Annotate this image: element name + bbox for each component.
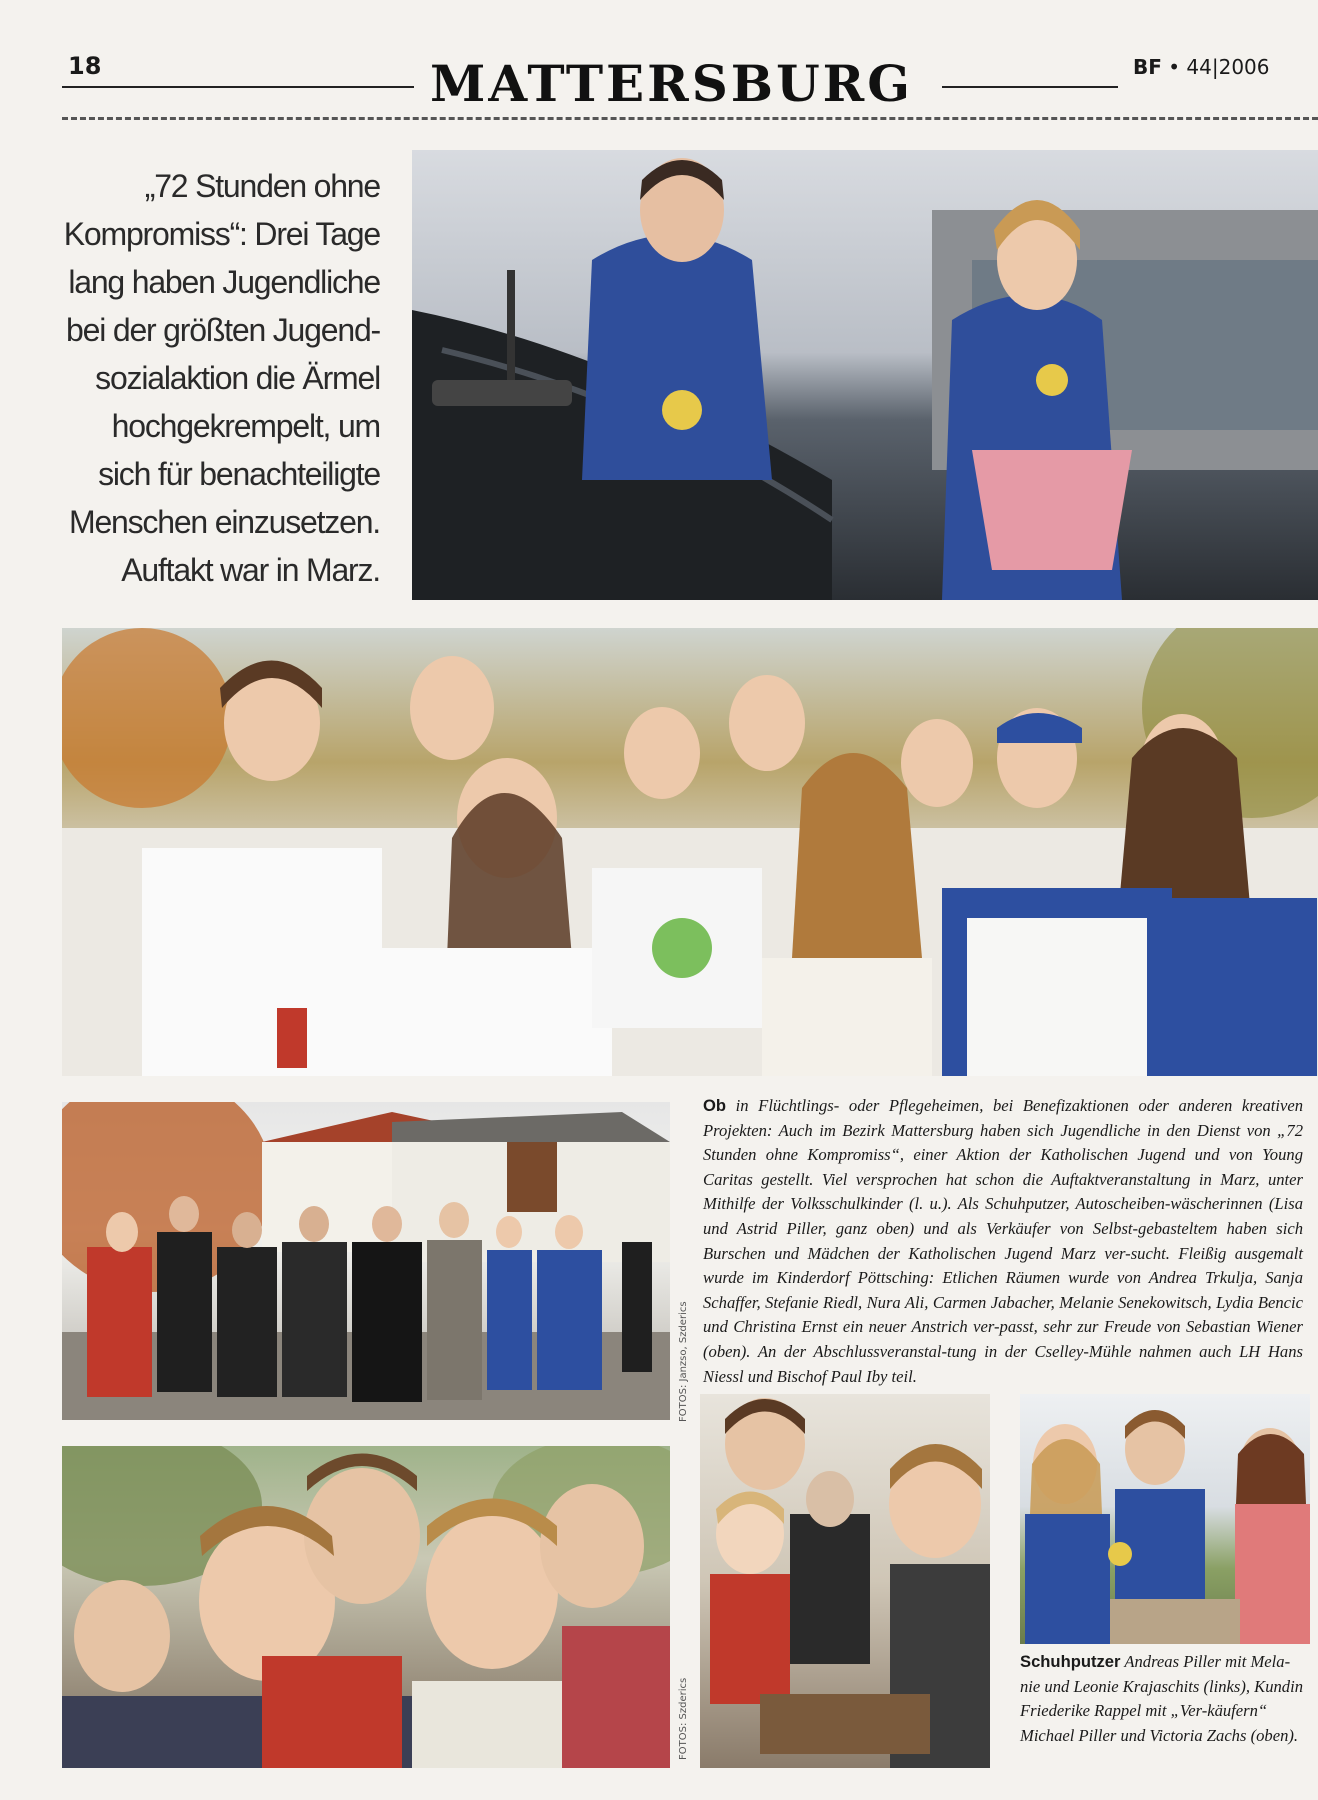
publication-name: BF — [1133, 55, 1162, 79]
header-divider — [62, 117, 1318, 120]
article-body — [703, 1094, 1303, 1389]
caption-lead-word: Schuhputzer — [1020, 1652, 1121, 1671]
photo-car-washing — [412, 150, 1318, 600]
photo-elderly-visit — [700, 1394, 990, 1768]
header-rule-right — [942, 86, 1118, 88]
article-text: in Flüchtlings- oder Pflegeheimen, bei Benefizaktionen oder anderen kreativen Projekten: Auch im Bezirk Mattersburg haben sich Jugendliche in den Dienst von „72 Stunden ohne Kompromiss“, einer Aktion der Katholischen Jugend und von Young Caritas gestellt. Viel versprochen hat schon die Auftaktveranstaltung in Marz, unter Mithilfe der Volksschulkinder (l. u.). Als Schuhputzer, Autoscheiben-wäscherinnen (Lisa und Astrid Piller, ganz oben) und als Verkäufer von Selbst-gebasteltem haben sich Burschen und Mädchen der Katholischen Jugend Marz ver-sucht. Fleißig ausgemalt wurde im Kinderdorf Pöttsching: Etlichen Räumen wurde von Andrea Trkulja, Sanja Schaffer, Stefanie Riedl, Nura Ali, Carmen Jabacher, Melanie Senekowitsch, Lydia Bencic und Christina Ernst ein neuer Anstrich ver-passt, sehr zur Freude von Sebastian Wiener (oben). An der Abschlussveranstal-tung in der Cselley-Mühle nahmen auch LH Hans Niessl und Bischof Paul Iby teil. — [703, 1096, 1303, 1386]
caption-text: Andreas Piller mit Mela-nie und Leonie Krajaschits (links), Kundin Friederike Rappel mit „Ver-käufern“ Michael Piller und Victoria Zachs (oben). — [1020, 1652, 1304, 1745]
separator: • — [1168, 55, 1181, 79]
photo-shoe-shiners — [1020, 1394, 1310, 1644]
photo-painting-group-art — [62, 628, 1318, 1076]
photo-closing-event-art — [62, 1102, 670, 1420]
issue-info — [1133, 55, 1270, 79]
intro-text: „72 Stunden ohne Kompromiss“: Drei Tage lang haben Jugendliche bei der größten Jugend-sozialaktion die Ärmel hochgekrempelt, um sich für benachteiligte Menschen einzusetzen. Auftakt war in Marz. — [63, 168, 380, 588]
issue-number: 44|2006 — [1186, 55, 1270, 79]
photo-caption-shoe-shiners — [1020, 1650, 1310, 1748]
photo-school-children — [62, 1446, 670, 1768]
section-title: MATTERSBURG — [430, 54, 913, 113]
photo-elderly-visit-art — [700, 1394, 990, 1768]
article-lead-word: Ob — [703, 1096, 727, 1115]
photo-credit-top: FOTOS: Janzso, Szderics — [678, 1301, 689, 1422]
page-number: 18 — [68, 52, 102, 80]
photo-car-washing-art — [412, 150, 1318, 600]
photo-credit-bottom: FOTOS: Szderics — [678, 1677, 689, 1760]
photo-closing-event — [62, 1102, 670, 1420]
photo-school-children-art — [62, 1446, 670, 1768]
photo-shoe-shiners-art — [1020, 1394, 1310, 1644]
header-rule-left — [62, 86, 414, 88]
photo-painting-group — [62, 628, 1318, 1076]
